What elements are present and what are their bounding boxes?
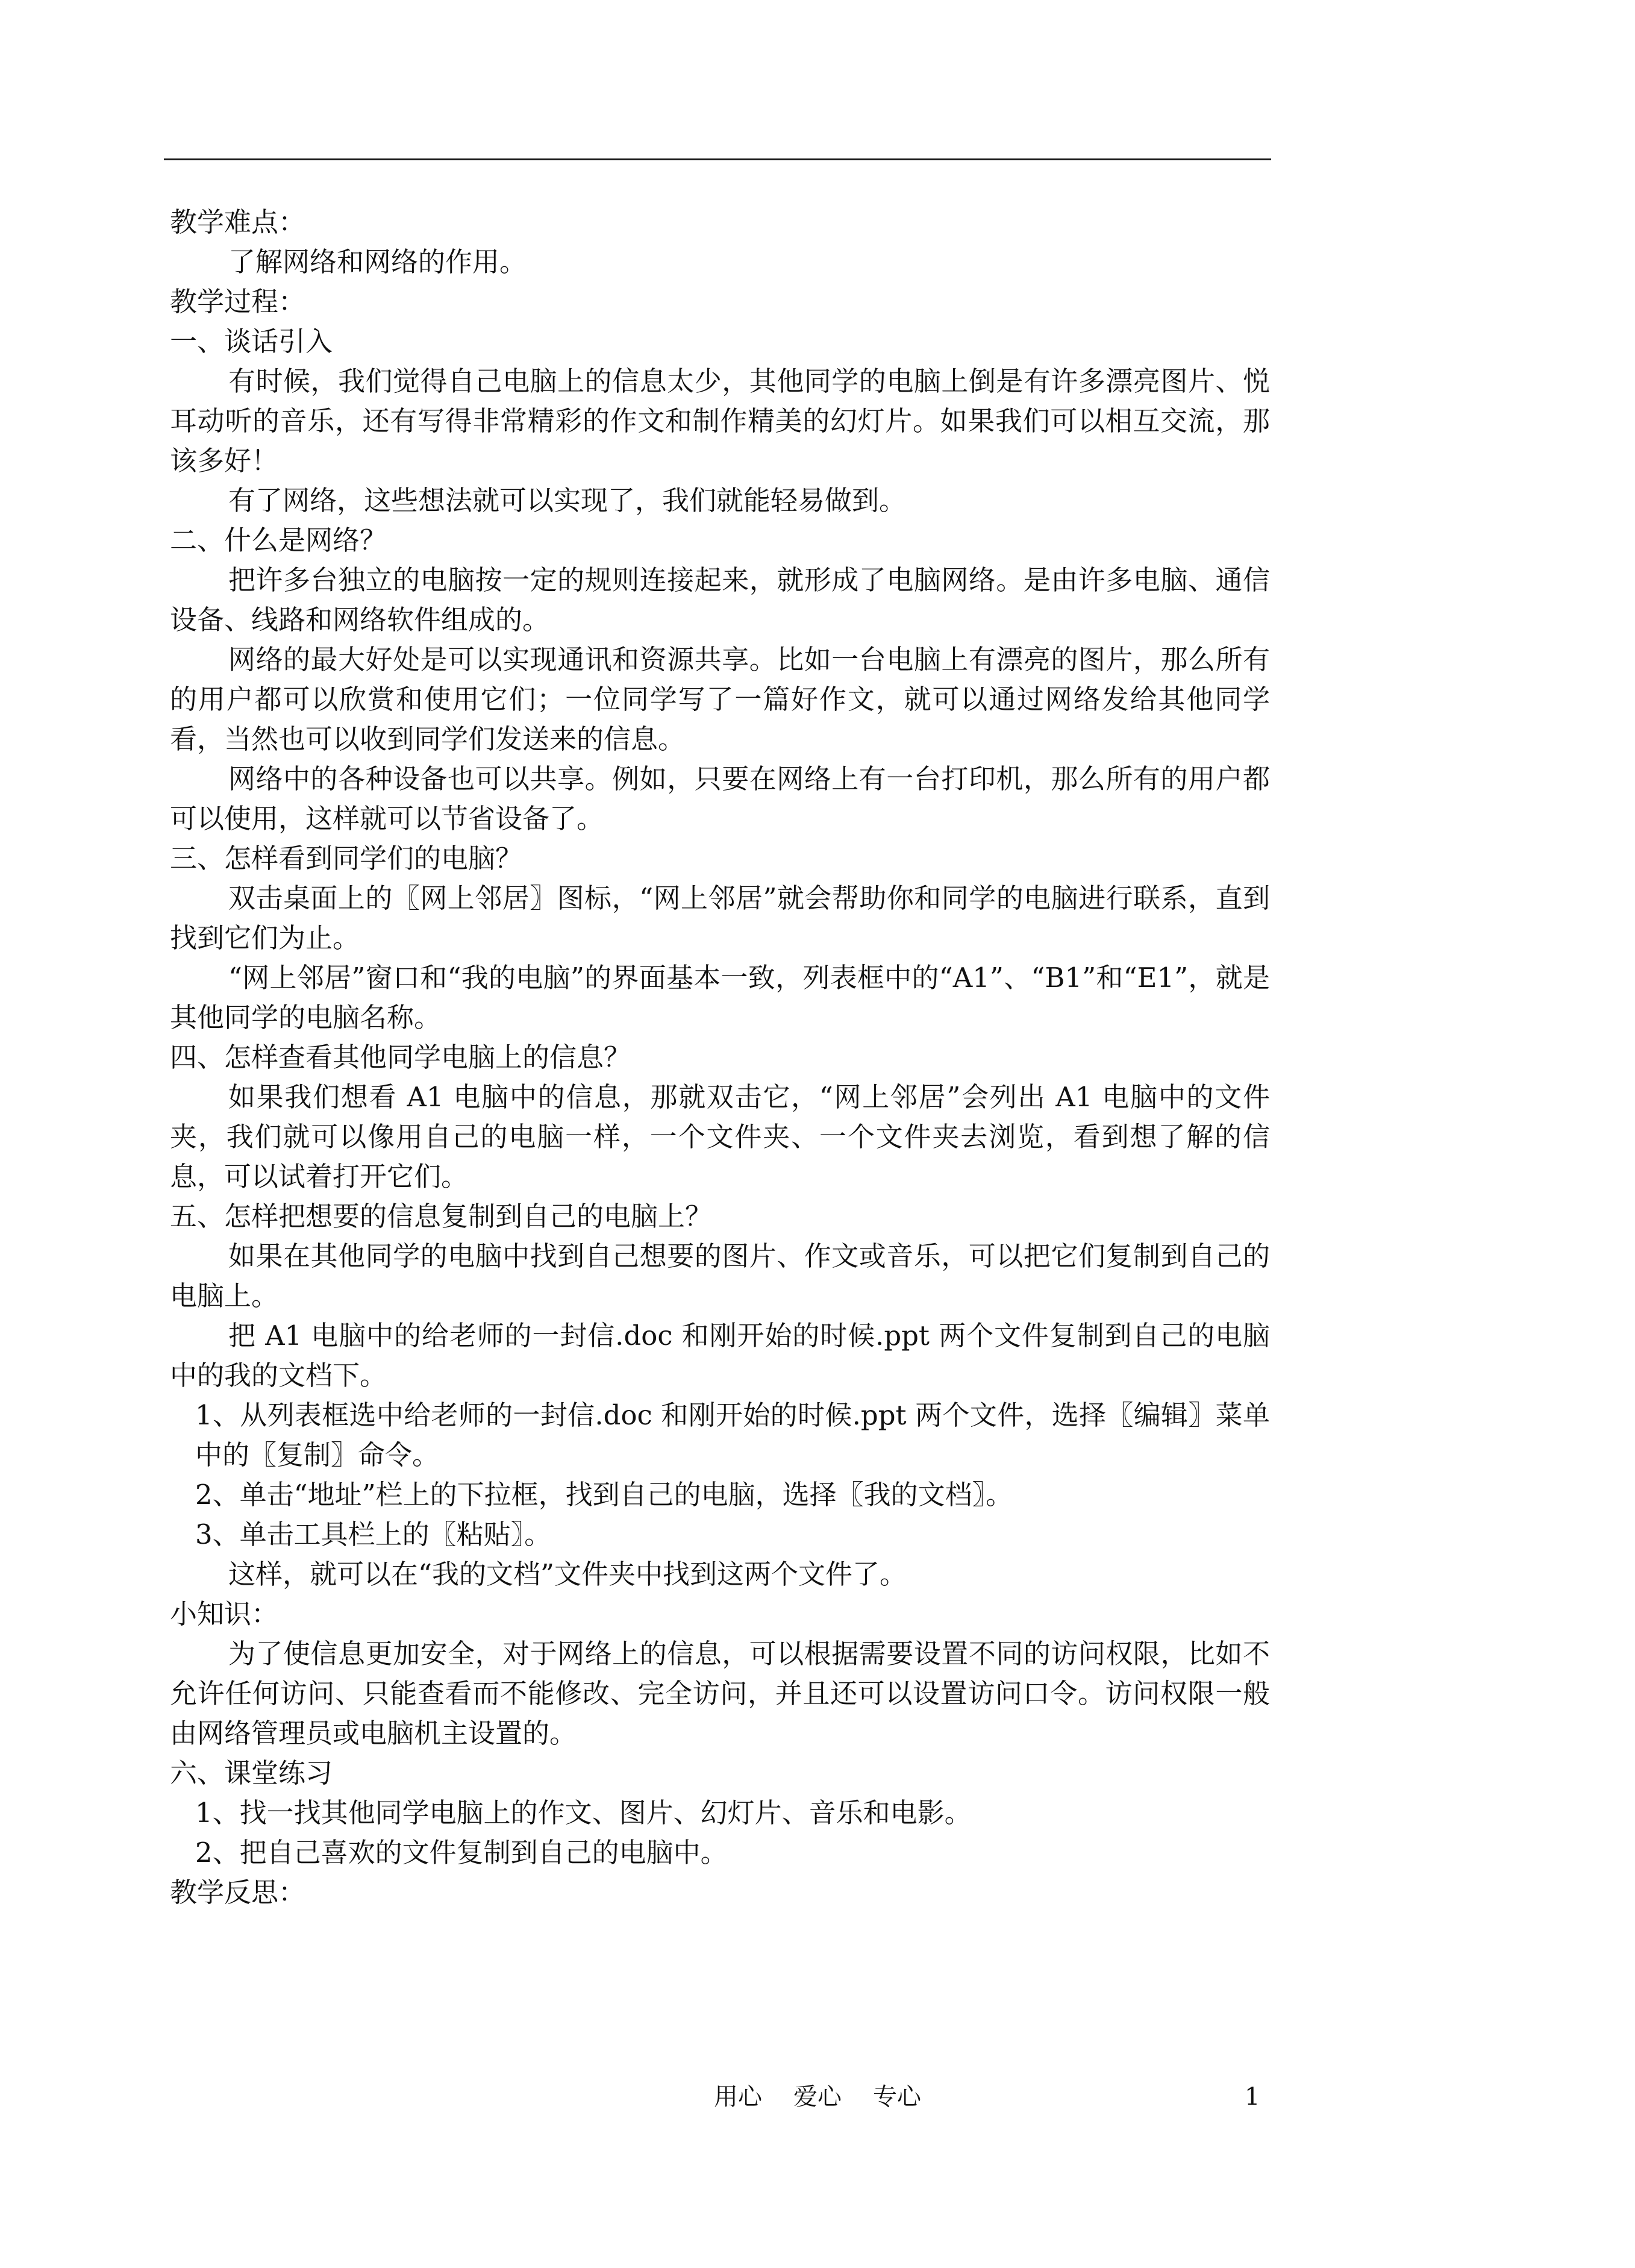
paragraph: 有了网络，这些想法就可以实现了，我们就能轻易做到。 [228,484,907,516]
paragraph: 如果我们想看 A1 电脑中的信息，那就双击它，“网上邻居”会列出 A1 电脑中的文件夹，我们就可以像用自己的电脑一样，一个文件夹、一个文件夹去浏览，看到想了解的信息，可以试着打开它们。 [170,1081,1270,1192]
paragraph: 把 A1 电脑中的给老师的一封信.doc 和刚开始的时候.ppt 两个文件复制到自己的电脑中的我的文档下。 [170,1320,1270,1391]
paragraph: “网上邻居”窗口和“我的电脑”的界面基本一致，列表框中的“A1”、“B1”和“E1”，就是其他同学的电脑名称。 [170,962,1270,1033]
footer-motto-word: 专心 [873,2083,921,2111]
section-heading: 教学难点： [170,206,306,238]
step-item: 1、找一找其他同学电脑上的作文、图片、幻灯片、音乐和电影。 [195,1797,972,1829]
header-rule [164,158,1271,160]
paragraph: 为了使信息更加安全，对于网络上的信息，可以根据需要设置不同的访问权限，比如不允许任何访问、只能查看而不能修改、完全访问，并且还可以设置访问口令。访问权限一般由网络管理员或电脑机主设置的。 [170,1638,1270,1749]
section-heading: 四、怎样查看其他同学电脑上的信息？ [170,1041,631,1073]
paragraph: 网络中的各种设备也可以共享。例如，只要在网络上有一台打印机，那么所有的用户都可以使用，这样就可以节省设备了。 [170,763,1270,835]
paragraph: 如果在其他同学的电脑中找到自己想要的图片、作文或音乐，可以把它们复制到自己的电脑上。 [170,1240,1270,1312]
paragraph: 这样，就可以在“我的文档”文件夹中找到这两个文件了。 [228,1558,907,1590]
section-heading: 三、怎样看到同学们的电脑？ [170,842,523,874]
paragraph: 双击桌面上的〖网上邻居〗图标，“网上邻居”就会帮助你和同学的电脑进行联系，直到找到它们为止。 [170,882,1270,954]
section-heading: 教学反思： [170,1876,306,1908]
section-heading: 五、怎样把想要的信息复制到自己的电脑上？ [170,1200,713,1232]
step-item: 2、把自己喜欢的文件复制到自己的电脑中。 [195,1837,728,1869]
section-heading: 小知识： [170,1598,279,1630]
footer-motto-word: 爱心 [793,2083,842,2111]
document-body [170,202,1270,1912]
page-number: 1 [1245,2083,1260,2111]
footer-motto-word: 用心 [714,2083,762,2111]
paragraph: 网络的最大好处是可以实现通讯和资源共享。比如一台电脑上有漂亮的图片，那么所有的用户都可以欣赏和使用它们；一位同学写了一篇好作文，就可以通过网络发给其他同学看，当然也可以收到同学们发送来的信息。 [170,644,1270,755]
paragraph: 了解网络和网络的作用。 [228,246,527,278]
footer-motto [0,2082,1635,2111]
section-heading: 一、谈话引入 [170,325,333,357]
section-heading: 六、课堂练习 [170,1757,333,1789]
section-heading: 二、什么是网络？ [170,524,387,556]
paragraph: 有时候，我们觉得自己电脑上的信息太少，其他同学的电脑上倒是有许多漂亮图片、悦耳动听的音乐，还有写得非常精彩的作文和制作精美的幻灯片。如果我们可以相互交流，那该多好！ [170,365,1270,477]
section-heading: 教学过程： [170,286,306,318]
step-item: 3、单击工具栏上的〖粘贴〗。 [195,1518,552,1550]
step-item: 1、从列表框选中给老师的一封信.doc 和刚开始的时候.ppt 两个文件，选择〖编辑〗菜单中的〖复制〗命令。 [195,1399,1270,1471]
step-item: 2、单击“地址”栏上的下拉框，找到自己的电脑，选择〖我的文档〗。 [195,1479,1013,1511]
paragraph: 把许多台独立的电脑按一定的规则连接起来，就形成了电脑网络。是由许多电脑、通信设备、线路和网络软件组成的。 [170,564,1270,636]
